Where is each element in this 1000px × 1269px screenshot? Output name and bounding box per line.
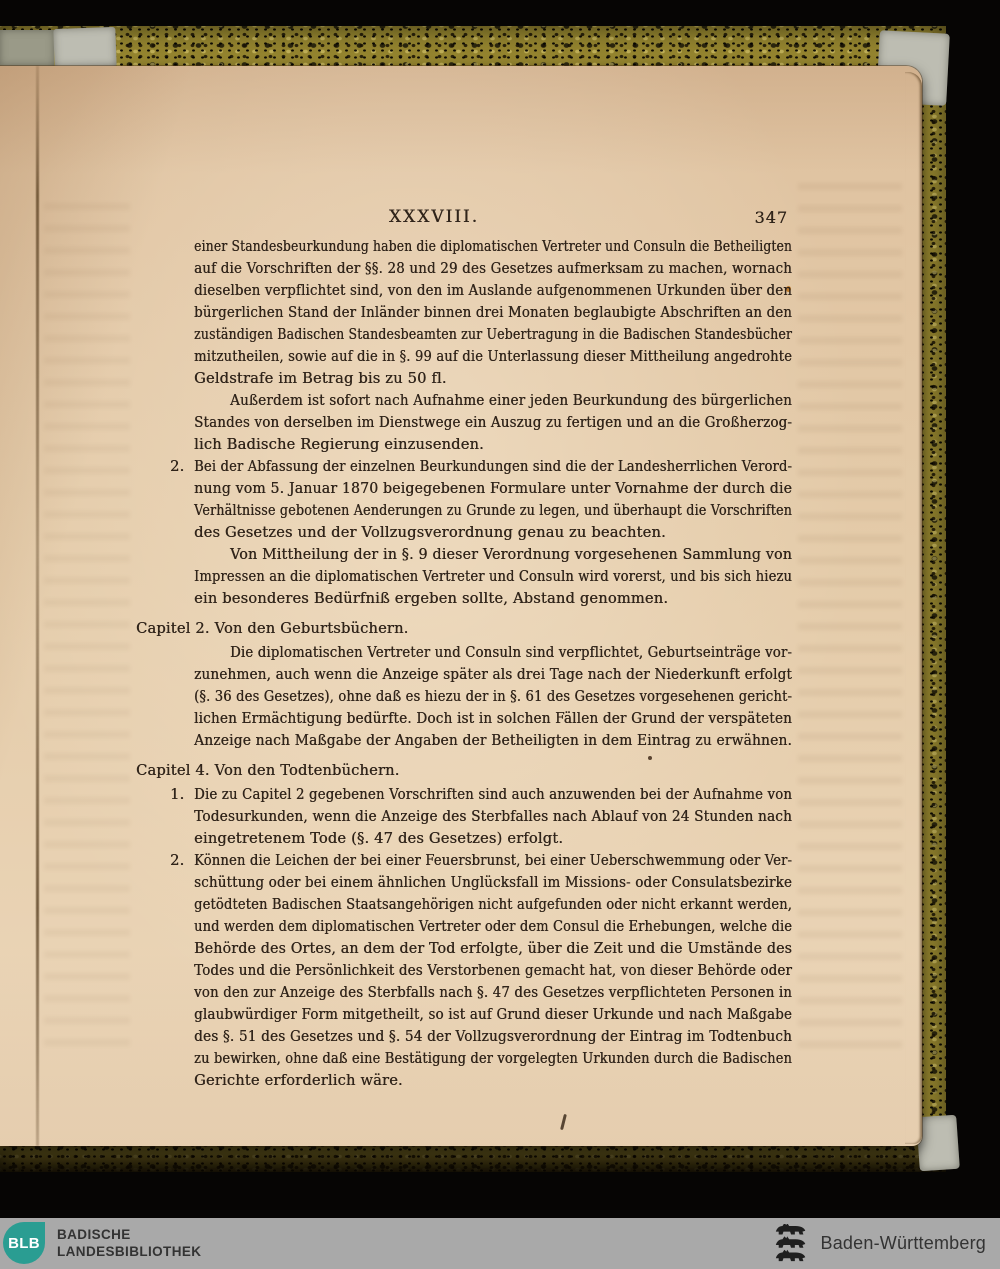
tape-patch	[0, 30, 54, 68]
state-branding	[773, 1218, 986, 1269]
text-line: getödteten Badischen Staatsangehörigen nicht aufgefunden oder nicht erkannt werden,	[194, 896, 792, 913]
text-line: glaubwürdiger Form mitgetheilt, so ist auf Grund dieser Urkunde und nach Maßgabe	[194, 1006, 792, 1023]
show-through-text-left	[44, 196, 130, 1056]
blb-logo	[3, 1222, 45, 1264]
library-name	[57, 1226, 201, 1260]
page-header	[136, 206, 792, 226]
chapter-heading	[136, 760, 792, 782]
text-line: Gerichte erforderlich wäre.	[194, 1072, 403, 1089]
item-number: 2.	[170, 852, 185, 869]
text-line: 1. Die zu Capitel 2 gegebenen Vorschriften sind auch anzuwenden bei der Aufnahme von	[136, 784, 792, 806]
text-line: und werden dem diplomatischen Vertreter oder dem Consul die Erhebungen, welche die	[194, 918, 792, 935]
text-line: mitzutheilen, sowie auf die in §. 99 auf die Unterlassung dieser Mittheilung angedrohte	[194, 348, 792, 365]
text-line: Behörde des Ortes, an dem der Tod erfolgte, über die Zeit und die Umstände des	[194, 940, 792, 957]
text-line: des Gesetzes und der Vollzugsverordnung genau zu beachten.	[194, 524, 666, 541]
text-line: schüttung oder bei einem ähnlichen Unglücksfall im Missions- oder Consulatsbezirke	[194, 874, 792, 891]
numbered-item	[136, 850, 792, 1092]
item-number: 2.	[170, 458, 185, 475]
text-line: Verhältnisse gebotenen Aenderungen zu Grunde zu legen, und überhaupt die Vorschriften	[194, 502, 792, 519]
state-name: Baden-Württemberg	[820, 1233, 986, 1253]
blb-logo-text: BLB	[8, 1234, 40, 1252]
paragraph	[136, 642, 792, 752]
paragraph	[136, 390, 792, 456]
text-line: nung vom 5. Januar 1870 beigegebenen Formulare unter Vornahme der durch die	[194, 480, 792, 497]
chapter-heading	[136, 618, 792, 640]
text-line: lichen Ermächtigung bedürfte. Doch ist in solchen Fällen der Grund der verspäteten	[194, 710, 792, 727]
text-line: Todesurkunden, wenn die Anzeige des Sterbfalles nach Ablauf von 24 Stunden nach	[194, 808, 792, 825]
text-line: zunehmen, auch wenn die Anzeige später als drei Tage nach der Niederkunft erfolgt	[194, 666, 792, 683]
text-line: Von Mittheilung der in §. 9 dieser Verordnung vorgesehenen Sammlung von	[230, 546, 792, 563]
text-block	[136, 236, 792, 1092]
text-line: Impressen an die diplomatischen Vertreter und Consuln wird vorerst, und bis sich hiezu	[194, 568, 792, 585]
text-line: eingetretenem Tode (§. 47 des Gesetzes) erfolgt.	[194, 830, 564, 847]
tape-patch	[53, 27, 116, 69]
text-line: bürgerlichen Stand der Inländer binnen drei Monaten beglaubigte Abschriften an den	[194, 304, 792, 321]
text-line: ein besonderes Bedürfniß ergeben sollte, Abstand genommen.	[194, 590, 669, 607]
paragraph	[136, 544, 792, 610]
text-line: Die diplomatischen Vertreter und Consuln sind verpflichtet, Geburtseinträge vor-	[230, 644, 792, 661]
footer-bar	[0, 1218, 1000, 1269]
text-line: Anzeige nach Maßgabe der Angaben der Betheiligten in dem Eintrag zu erwähnen.	[194, 732, 792, 749]
page-text	[136, 206, 792, 1092]
text-line: von den zur Anzeige des Sterbfalls nach §. 47 des Gesetzes verpflichteten Personen in	[194, 984, 792, 1001]
text-line: dieselben verpflichtet sind, von den im Auslande aufgenommenen Urkunden über den	[194, 282, 792, 299]
coat-of-arms-icon	[773, 1224, 811, 1264]
tape-patch	[916, 1115, 960, 1172]
text-line: lich Badische Regierung einzusenden.	[194, 436, 484, 453]
library-name-line1: BADISCHE	[57, 1227, 131, 1242]
paragraph	[136, 236, 792, 390]
text-line: zuständigen Badischen Standesbeamten zur Uebertragung in die Badischen Standesbücher	[194, 326, 792, 343]
text-line: 2. Bei der Abfassung der einzelnen Beurkundungen sind die der Landesherrlichen Verord-	[136, 456, 792, 478]
numbered-item	[136, 784, 792, 850]
text-line: zu bewirken, ohne daß eine Bestätigung der vorgelegten Urkunden durch die Badischen	[194, 1050, 792, 1067]
text-line: Geldstrafe im Betrag bis zu 50 fl.	[194, 370, 447, 387]
text-line: 2. Können die Leichen der bei einer Feuersbrunst, bei einer Ueberschwemmung oder Ver-	[136, 850, 792, 872]
text-line: Todes und die Persönlichkeit des Verstorbenen gemacht hat, von dieser Behörde oder	[194, 962, 792, 979]
text-line: des §. 51 des Gesetzes und §. 54 der Vollzugsverordnung der Eintrag im Todtenbuch	[194, 1028, 792, 1045]
text-line: Standes von derselben im Dienstwege ein Auszug zu fertigen und an die Großherzog-	[194, 414, 792, 431]
text-line: auf die Vorschriften der §§. 28 und 29 des Gesetzes aufmerksam zu machen, wornach	[194, 260, 792, 277]
chapter-numeral: XXXVIII.	[388, 207, 480, 227]
text-line: Außerdem ist sofort nach Aufnahme einer jeden Beurkundung des bürgerlichen	[230, 392, 792, 409]
numbered-item	[136, 456, 792, 544]
scanned-page	[0, 66, 922, 1146]
text-line: Capitel 4. Von den Todtenbüchern.	[136, 762, 400, 779]
text-line: Capitel 2. Von den Geburtsbüchern.	[136, 620, 409, 637]
text-line: einer Standesbeurkundung haben die diplomatischen Vertreter und Consuln die Betheiligten	[194, 238, 792, 255]
item-number: 1.	[170, 786, 185, 803]
page-number: 347	[754, 208, 788, 227]
pen-mark	[560, 1114, 567, 1130]
text-line: (§. 36 des Gesetzes), ohne daß es hiezu der in §. 61 des Gesetzes vorgesehenen gericht-	[194, 688, 792, 705]
library-name-line2: LANDESBIBLIOTHEK	[57, 1244, 202, 1259]
